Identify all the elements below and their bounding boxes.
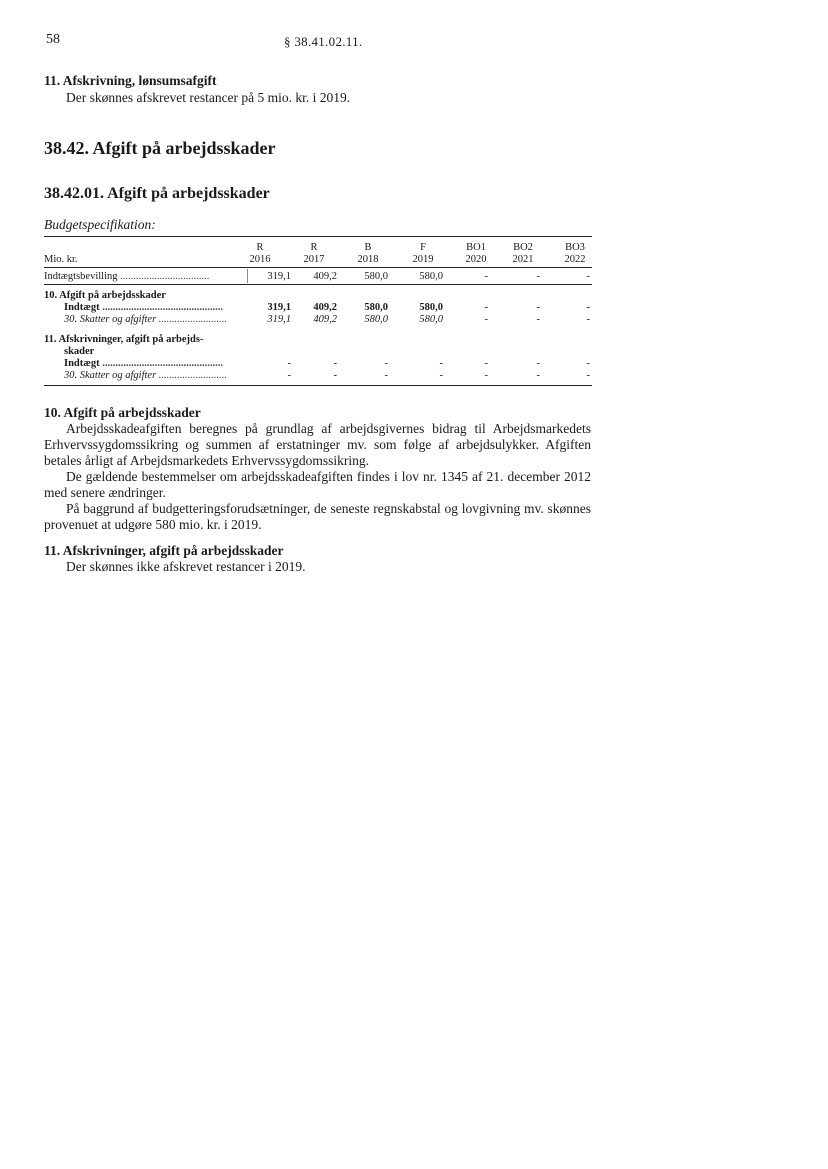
group-11-income-label: Indtægt ..............................................	[64, 358, 223, 369]
col-year: 2021	[512, 254, 534, 265]
unit-label: Mio. kr.	[44, 254, 78, 265]
section-10-heading: 10. Afgift på arbejdsskader	[44, 405, 201, 420]
cell: 580,0	[364, 271, 388, 282]
section-reference: § 38.41.02.11.	[284, 34, 363, 49]
cell: -	[586, 314, 590, 325]
cell: -	[586, 358, 590, 369]
cell: -	[439, 358, 443, 369]
group-10-title: 10. Afgift på arbejdsskader	[44, 290, 166, 301]
subsection-title: 38.42.01. Afgift på arbejdsskader	[44, 185, 270, 202]
item-11-text: Der skønnes afskrevet restancer på 5 mio. kr. i 2019.	[66, 90, 351, 105]
cell: -	[536, 358, 540, 369]
cell: 580,0	[419, 271, 443, 282]
group-10-taxes-label: 30. Skatter og afgifter ..........................	[64, 314, 228, 325]
cell: -	[287, 358, 291, 369]
header-rule	[44, 267, 592, 268]
col-type: BO3	[565, 242, 585, 253]
col-year: 2016	[249, 254, 271, 265]
col-year: 2018	[357, 254, 379, 265]
cell: -	[536, 271, 540, 282]
cell: -	[287, 370, 291, 381]
cell: 319,1	[267, 314, 291, 325]
cell: -	[484, 314, 488, 325]
table-bottom-rule	[44, 385, 592, 386]
col-year: 2022	[564, 254, 586, 265]
value-separator	[247, 269, 248, 283]
cell: 580,0	[364, 314, 388, 325]
col-type: BO2	[513, 242, 533, 253]
table-top-rule	[44, 236, 592, 237]
col-year: 2017	[303, 254, 325, 265]
section-title: 38.42. Afgift på arbejdsskader	[44, 138, 276, 158]
budget-spec-label: Budgetspecifikation:	[44, 217, 156, 232]
col-year: 2020	[465, 254, 487, 265]
page-number: 58	[46, 32, 60, 47]
col-type: B	[364, 242, 372, 253]
cell: 319,1	[267, 271, 291, 282]
col-type: F	[420, 242, 426, 253]
section-10-paragraph-3: På baggrund af budgetteringsforudsætninger, de seneste regnskabstal og lovgivning mv. skønnes provenuet at udgøre 580 mio. kr. i 2019.	[44, 501, 591, 533]
cell: -	[384, 370, 388, 381]
cell: 409,2	[313, 271, 337, 282]
col-type: BO1	[466, 242, 486, 253]
cell: 580,0	[364, 302, 388, 313]
cell: -	[536, 314, 540, 325]
group-11-title-line2: skader	[64, 346, 95, 357]
cell: 409,2	[313, 302, 337, 313]
cell: -	[586, 370, 590, 381]
cell: -	[586, 271, 590, 282]
cell: 409,2	[313, 314, 337, 325]
cell: -	[484, 370, 488, 381]
row-rule	[44, 284, 592, 285]
group-11-taxes-label: 30. Skatter og afgifter ..........................	[64, 370, 228, 381]
cell: 580,0	[419, 314, 443, 325]
col-year: 2019	[412, 254, 434, 265]
cell: -	[536, 302, 540, 313]
cell: -	[439, 370, 443, 381]
cell: 580,0	[419, 302, 443, 313]
cell: -	[384, 358, 388, 369]
col-type: R	[256, 242, 264, 253]
cell: -	[536, 370, 540, 381]
section-11-heading: 11. Afskrivninger, afgift på arbejdsskader	[44, 543, 284, 558]
cell: -	[333, 370, 337, 381]
cell: -	[484, 302, 488, 313]
item-11-heading: 11. Afskrivning, lønsumsafgift	[44, 73, 217, 88]
cell: -	[333, 358, 337, 369]
cell: -	[586, 302, 590, 313]
cell: -	[484, 271, 488, 282]
section-10-paragraph-2: De gældende bestemmelser om arbejdsskadeafgiften findes i lov nr. 1345 af 21. december 2012 med senere ændringer.	[44, 469, 591, 501]
appropriation-label: Indtægtsbevilling ..................................	[44, 271, 210, 282]
section-11-text: Der skønnes ikke afskrevet restancer i 2019.	[66, 559, 306, 574]
group-11-title-line1: 11. Afskrivninger, afgift på arbejds-	[44, 334, 204, 345]
section-10-paragraph-1: Arbejdsskadeafgiften beregnes på grundlag af arbejdsgivernes bidrag til Arbejdsmarkedets Erhvervssygdomssikring og summen af erstatninger mv. som følge af arbejdsulykker. Afgiften betales årligt af Arbejdsmarkedets Erhvervssygdomssikring.	[44, 421, 591, 469]
cell: -	[484, 358, 488, 369]
group-10-income-label: Indtægt ..............................................	[64, 302, 223, 313]
col-type: R	[310, 242, 318, 253]
cell: 319,1	[267, 302, 291, 313]
